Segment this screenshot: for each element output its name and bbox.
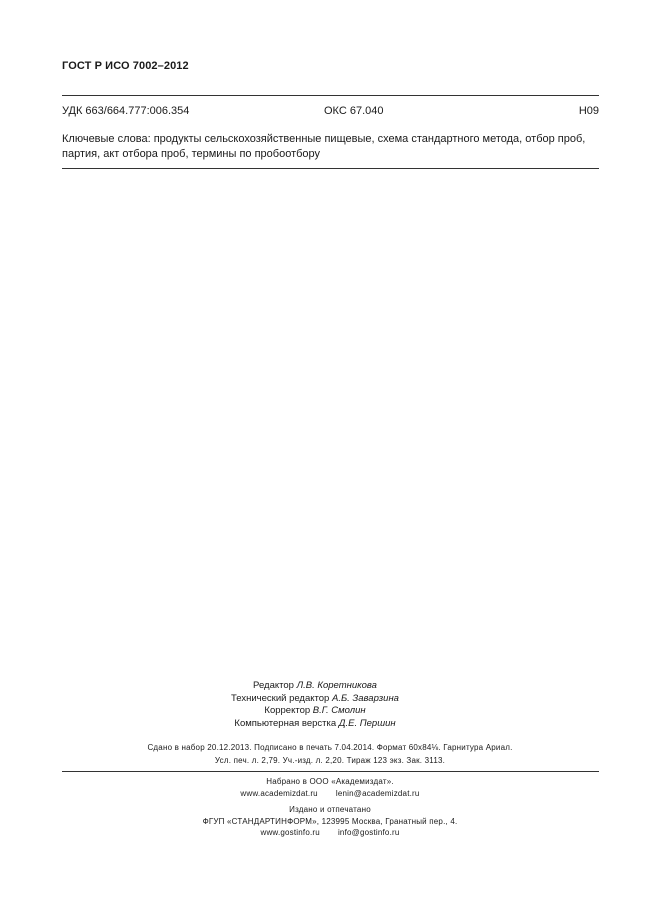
oks-code: ОКС 67.040	[324, 105, 384, 117]
keywords-text: Ключевые слова: продукты сельскохозяйственные пищевые, схема стандартного метода, отбор проб, партия, акт отбора проб, термины по пробоотбору	[62, 133, 586, 160]
credit-role: Компьютерная верстка	[234, 717, 337, 729]
credit-name: Л.В. Коретникова	[296, 680, 377, 691]
credit-tech-editor	[200, 693, 430, 706]
publisher-block	[130, 804, 530, 839]
publisher-org: ФГУП «СТАНДАРТИНФОРМ», 123995 Москва, Гранатный пер., 4.	[202, 816, 458, 826]
credit-name: В.Г. Смолин	[312, 705, 366, 716]
print-info-line: Сдано в набор 20.12.2013. Подписано в печать 7.04.2014. Формат 60x84⅛. Гарнитура Ариал.	[147, 743, 513, 752]
credit-layout	[200, 718, 430, 731]
credit-name: Д.Е. Першин	[338, 717, 396, 729]
divider-bottom	[62, 771, 599, 772]
standard-designation: ГОСТ Р ИСО 7002–2012	[62, 60, 189, 72]
typeset-contacts	[130, 788, 530, 800]
udc-code: УДК 663/664.777:006.354	[62, 105, 190, 117]
print-info-line: Усл. печ. л. 2,79. Уч.-изд. л. 2,20. Тираж 123 экз. Зак. 3113.	[214, 755, 446, 765]
typeset-block	[130, 776, 530, 799]
credit-role: Технический редактор	[231, 692, 330, 704]
credit-role: Редактор	[253, 680, 294, 691]
publisher-text: Издано и отпечатано	[289, 805, 371, 814]
category-code: Н09	[578, 105, 599, 117]
credit-role: Корректор	[264, 705, 311, 716]
publisher-email-link[interactable]: info@gostinfo.ru	[337, 828, 400, 837]
classification-row	[62, 105, 599, 119]
credit-proofreader	[200, 705, 430, 718]
publisher-contacts	[130, 827, 530, 839]
typeset-email-link[interactable]: lenin@academizdat.ru	[335, 788, 420, 798]
credit-name: А.Б. Заварзина	[331, 692, 399, 704]
credit-editor	[200, 680, 430, 693]
typeset-text: Набрано в ООО «Академиздат».	[266, 777, 394, 786]
credits-block	[200, 680, 430, 730]
divider-keywords	[62, 168, 599, 169]
divider-top	[62, 95, 599, 96]
typeset-site-link[interactable]: www.academizdat.ru	[240, 788, 318, 798]
print-info	[80, 742, 580, 767]
publisher-site-link[interactable]: www.gostinfo.ru	[260, 828, 320, 837]
